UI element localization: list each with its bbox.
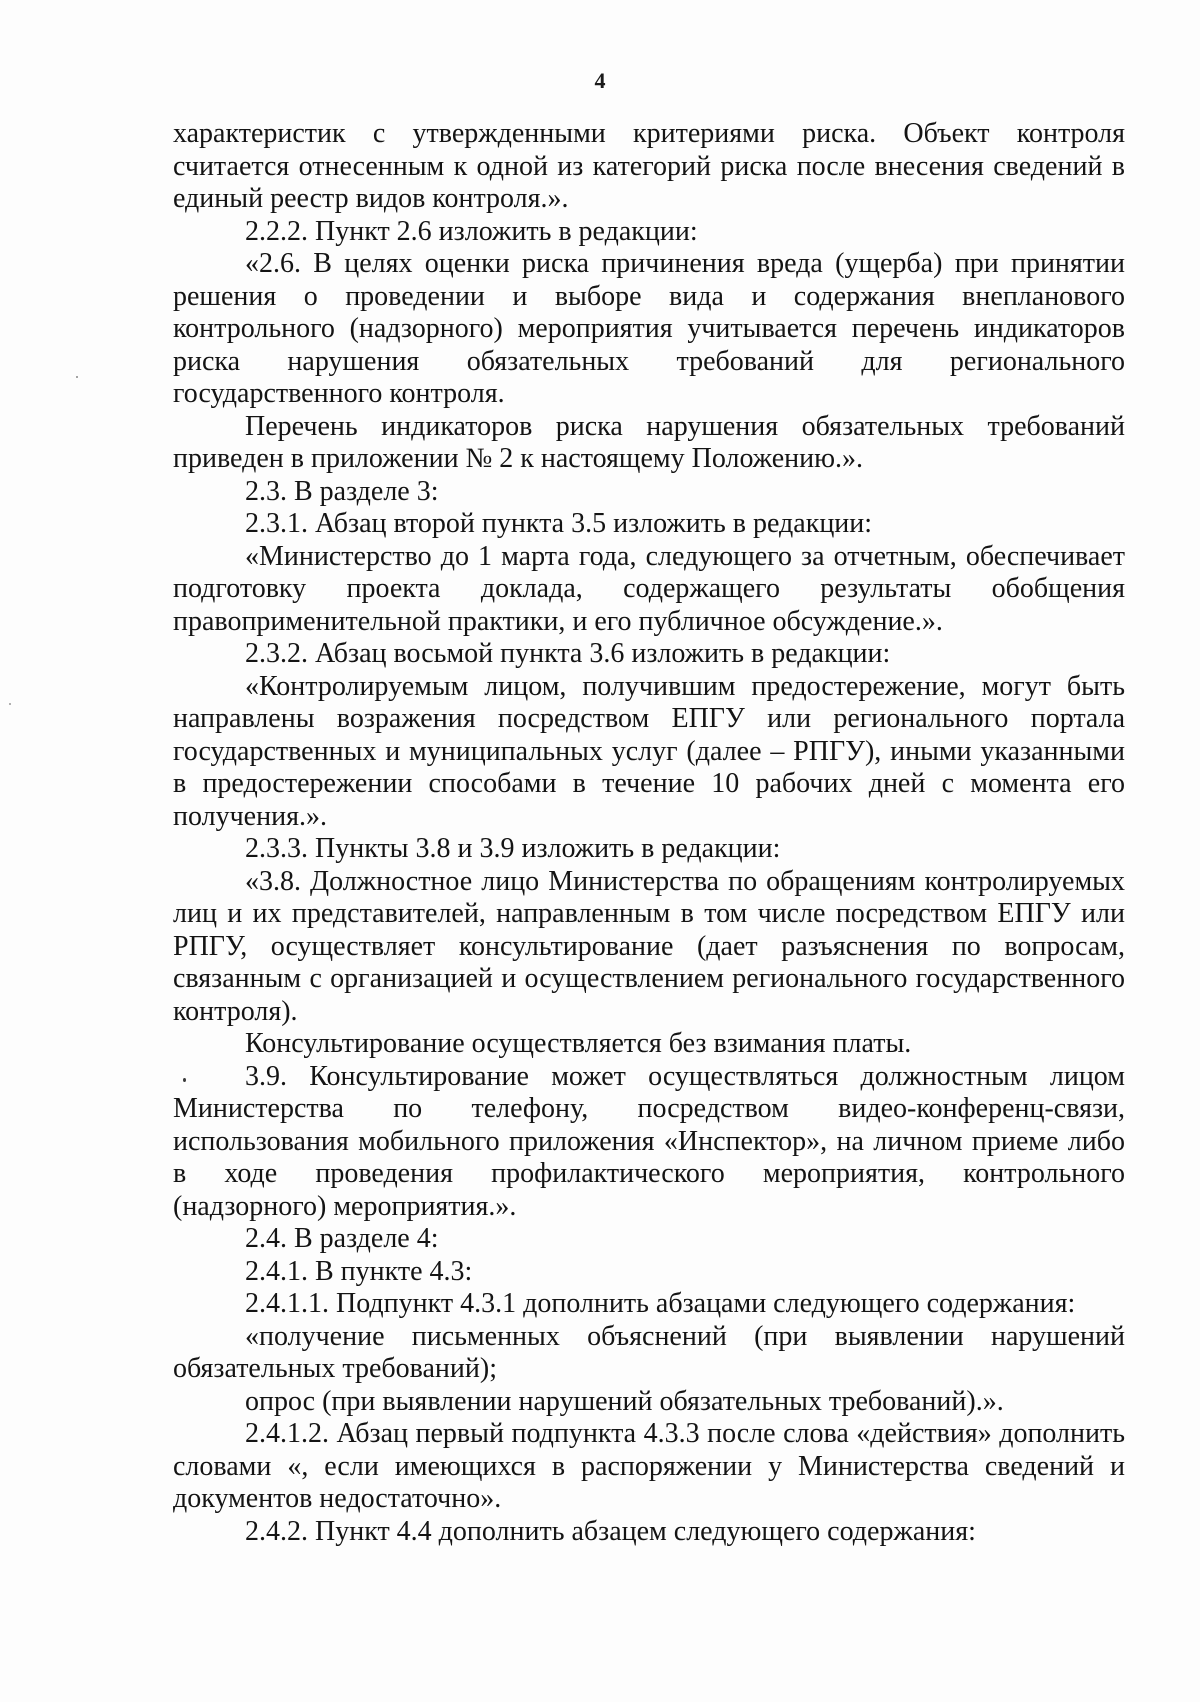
paragraph: 2.4.1.2. Абзац первый подпункта 4.3.3 после слова «действия» дополнить словами «, если имеющихся в распоряжении у Министерства сведений и документов недостаточно». — [173, 1418, 1125, 1514]
scan-speck — [9, 703, 11, 705]
paragraph: 3.9. Консультирование может осуществляться должностным лицом Министерства по телефону, посредством видео-конференц-связи, использования мобильного приложения «Инспектор», на личном приеме либо в ходе проведения профилактического мероприятия, контрольного (надзорного) мероприятия.». — [173, 1060, 1125, 1222]
document-body — [173, 118, 1125, 1548]
paragraph: 2.3.3. Пункты 3.8 и 3.9 изложить в редакции: — [245, 833, 781, 864]
scan-speck — [76, 376, 78, 378]
paragraph: «3.8. Должностное лицо Министерства по обращениям контролируемых лиц и их представителей, направленным в том числе посредством ЕПГУ или РПГУ, осуществляет консультирование (дает разъяснения по вопросам, связанным с организацией и осуществлением регионального государственного контроля). — [173, 865, 1125, 1027]
paragraph: 2.4.1. В пункте 4.3: — [245, 1255, 473, 1287]
paragraph: Консультирование осуществляется без взимания платы. — [245, 1028, 912, 1059]
paragraph: 2.4. В разделе 4: — [245, 1223, 439, 1254]
paragraph: «Министерство до 1 марта года, следующего за отчетным, обеспечивает подготовку проекта доклада, содержащего результаты обобщения правоприменительной практики, и его публичное обсуждение.». — [173, 540, 1125, 637]
paragraph: 2.4.2. Пункт 4.4 дополнить абзацем следующего содержания: — [245, 1515, 976, 1547]
paragraph: «Контролируемым лицом, получившим предостережение, могут быть направлены возражения посредством ЕПГУ или регионального портала государственных и муниципальных услуг (далее – РПГУ), иными указанными в предостережении способами в течение 10 рабочих дней с момента его получения.». — [173, 670, 1125, 832]
paragraph: 2.3. В разделе 3: — [245, 475, 439, 507]
scan-speck — [183, 1078, 186, 1082]
paragraph: 2.4.1.1. Подпункт 4.3.1 дополнить абзацами следующего содержания: — [245, 1288, 1076, 1319]
paragraph: Перечень индикаторов риска нарушения обязательных требований приведен в приложении № 2 к настоящему Положению.». — [173, 410, 1125, 474]
page-number: 4 — [594, 68, 606, 93]
paragraph: «получение письменных объяснений (при выявлении нарушений обязательных требований); — [173, 1320, 1125, 1384]
paragraph: характеристик с утвержденными критериями риска. Объект контроля считается отнесенным к одной из категорий риска после внесения сведений в единый реестр видов контроля.». — [173, 118, 1125, 214]
paragraph: 2.3.2. Абзац восьмой пункта 3.6 изложить в редакции: — [245, 638, 891, 669]
paragraph: опрос (при выявлении нарушений обязательных требований).». — [245, 1385, 1004, 1417]
paragraph: 2.2.2. Пункт 2.6 изложить в редакции: — [245, 215, 698, 247]
paragraph: «2.6. В целях оценки риска причинения вреда (ущерба) при принятии решения о проведении и выборе вида и содержания внепланового контрольного (надзорного) мероприятия учитывается перечень индикаторов риска нарушения обязательных требований для регионального государственного контроля. — [173, 248, 1125, 409]
paragraph: 2.3.1. Абзац второй пункта 3.5 изложить в редакции: — [245, 508, 873, 539]
